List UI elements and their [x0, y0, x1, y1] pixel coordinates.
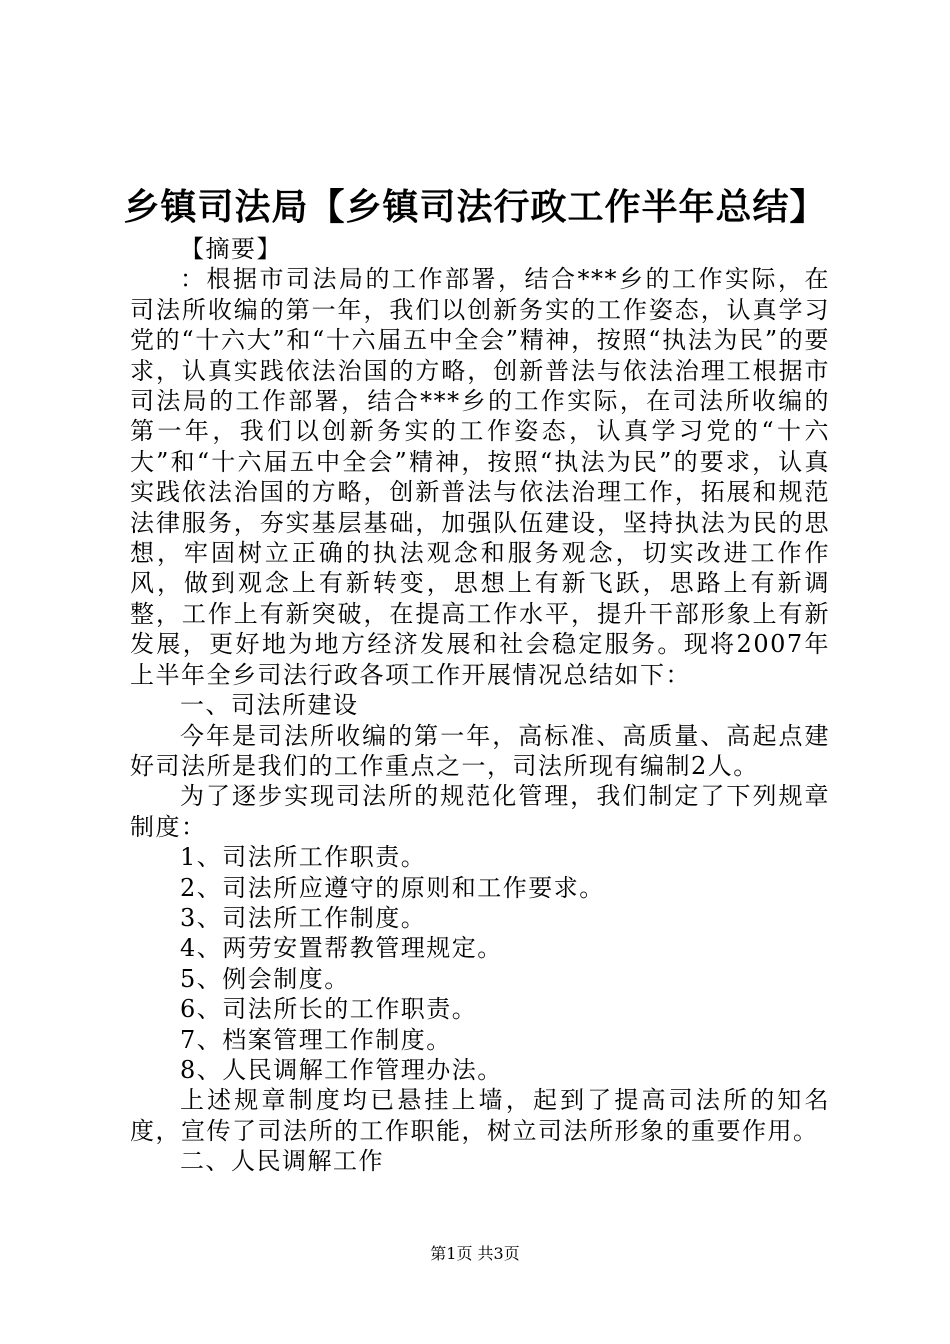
page-footer: 第1页 共3页: [430, 1244, 520, 1263]
abstract-label: 【摘要】: [180, 235, 282, 263]
list-item: 8、人民调解工作管理办法。: [180, 1055, 503, 1084]
paragraph-summary: ：根据市司法局的工作部署，结合***乡的工作实际，在司法所收编的第一年，我们以创新务实的工作姿态，认真学习党的“十六大”和“十六届五中全会”精神，按照“执法为民”的要求，认真实践依法治国的方略，创新普法与依法治理工根据市司法局的工作部署，结合***乡的工作实际，在司法所收编的第一年，我们以创新务实的工作姿态，认真学习党的“十六大”和“十六届五中全会”精神，按照“执法为民”的要求，认真实践依法治国的方略，创新普法与依法治理工作，拓展和规范法律服务，夯实基层基础，加强队伍建设，坚持执法为民的思想，牢固树立正确的执法观念和服务观念，切实改进工作作风，做到观念上有新转变，思想上有新飞跃，思路上有新调整，工作上有新突破，在提高工作水平，提升干部形象上有新发展，更好地为地方经济发展和社会稳定服务。现将2007年上半年全乡司法行政各项工作开展情况总结如下：: [130, 265, 830, 689]
list-item: 3、司法所工作制度。: [180, 903, 427, 932]
list-item: 5、例会制度。: [180, 964, 350, 993]
list-item: 7、档案管理工作制度。: [180, 1025, 452, 1054]
section-heading-2: 二、人民调解工作: [180, 1147, 384, 1176]
document-body: [130, 234, 830, 1177]
list-item: 2、司法所应遵守的原则和工作要求。: [180, 873, 605, 902]
document-title: 乡镇司法局【乡镇司法行政工作半年总结】: [123, 187, 827, 228]
paragraph: 上述规章制度均已悬挂上墙，起到了提高司法所的知名度，宣传了司法所的工作职能，树立司法所形象的重要作用。: [130, 1086, 830, 1145]
paragraph: 今年是司法所收编的第一年，高标准、高质量、高起点建好司法所是我们的工作重点之一，司法所现有编制2人。: [130, 721, 830, 780]
paragraph: 为了逐步实现司法所的规范化管理，我们制定了下列规章制度：: [130, 782, 830, 841]
list-item: 4、两劳安置帮教管理规定。: [180, 934, 503, 963]
section-heading-1: 一、司法所建设: [180, 691, 359, 720]
list-item: 6、司法所长的工作职责。: [180, 995, 478, 1024]
list-item: 1、司法所工作职责。: [180, 843, 427, 872]
